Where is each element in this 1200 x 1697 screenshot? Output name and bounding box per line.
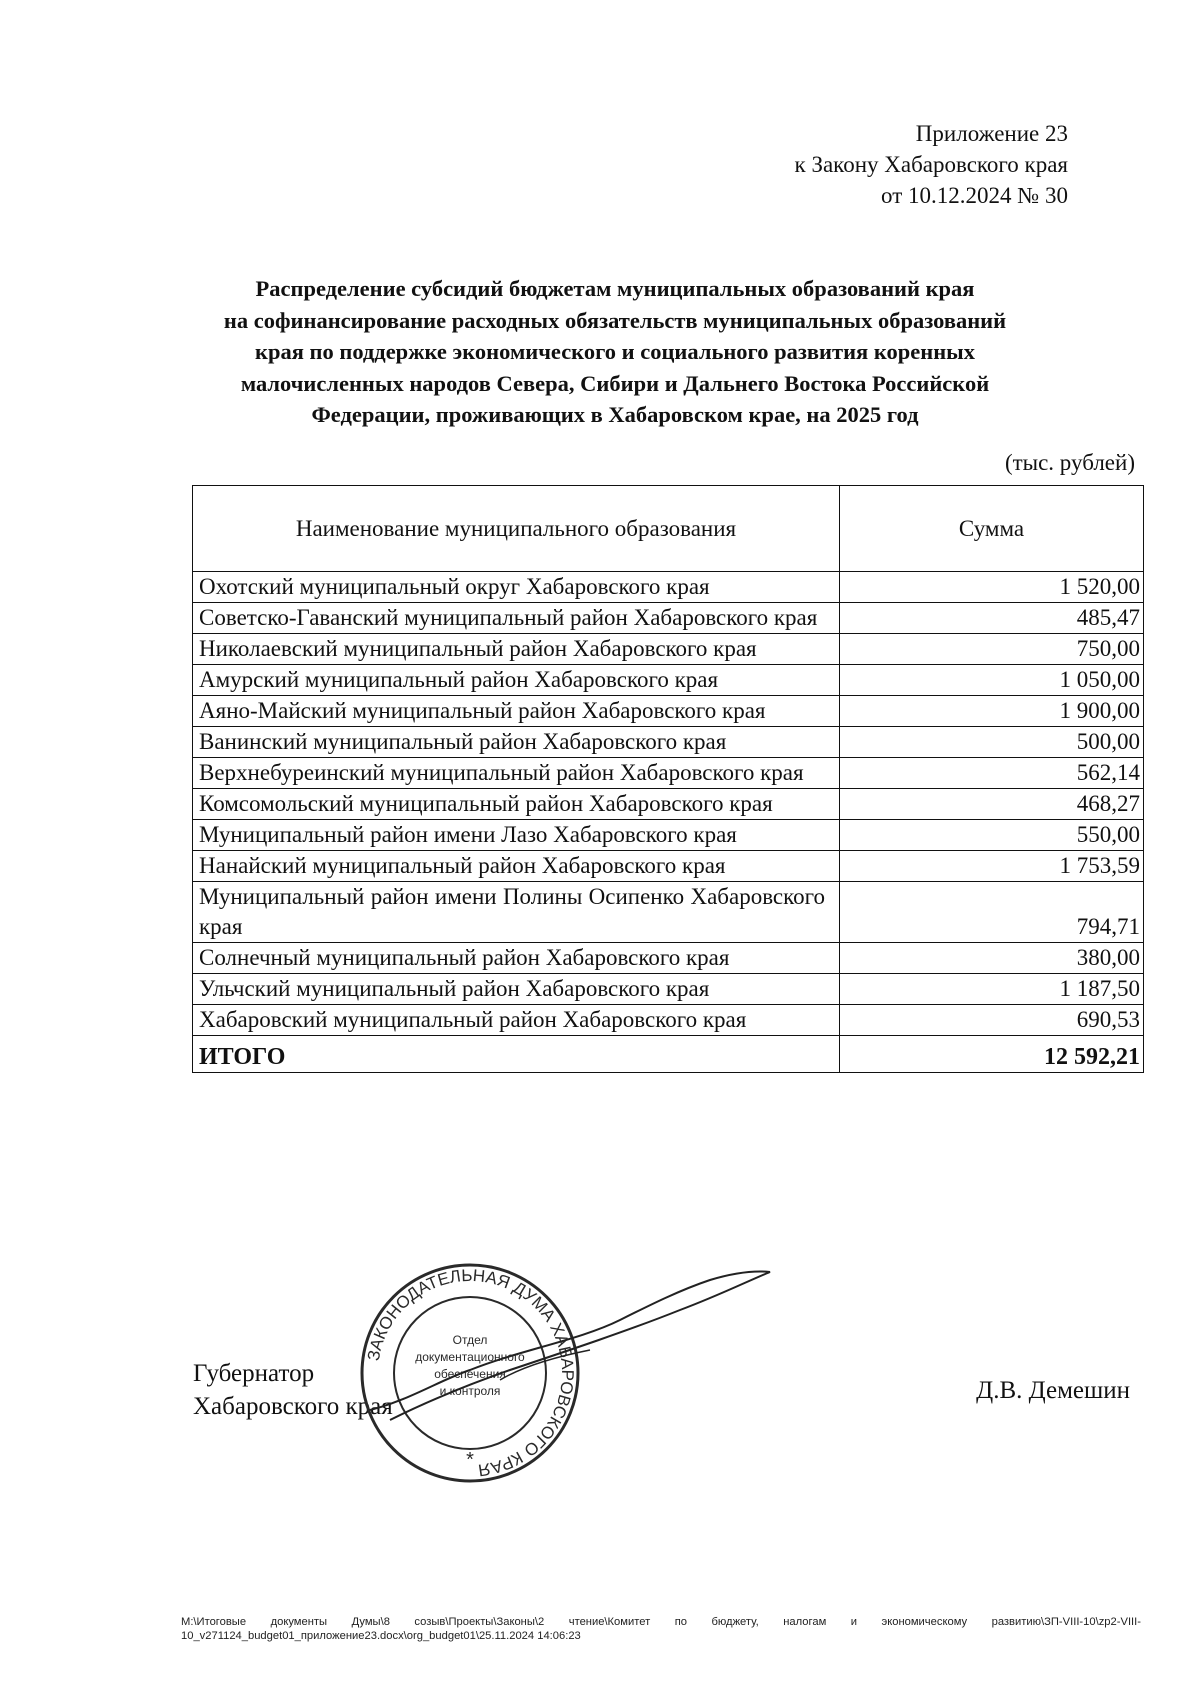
table-row	[193, 851, 1144, 882]
row-sum: 562,14	[840, 758, 1144, 789]
row-sum: 1 520,00	[840, 572, 1144, 603]
row-municipality-name: Комсомольский муниципальный район Хабаровского края	[193, 789, 840, 820]
total-sum: 12 592,21	[840, 1036, 1144, 1073]
row-municipality-name: Николаевский муниципальный район Хабаровского края	[193, 634, 840, 665]
handwritten-signature	[350, 1250, 790, 1440]
total-label: ИТОГО	[193, 1036, 840, 1073]
signatory-position-line-1: Губернатор	[193, 1360, 315, 1387]
seal-inner-line-2: документационного	[415, 1350, 525, 1364]
seal-inner-line-4: и контроля	[439, 1384, 501, 1398]
seal-inner-line-3: обеспечения	[434, 1367, 506, 1381]
row-sum: 690,53	[840, 1005, 1144, 1036]
row-sum: 485,47	[840, 603, 1144, 634]
appendix-law: к Закону Хабаровского края	[794, 152, 1068, 177]
table-row	[193, 572, 1144, 603]
table-row	[193, 974, 1144, 1005]
document-title	[160, 273, 1070, 431]
row-sum: 550,00	[840, 820, 1144, 851]
title-line-2: на софинансирование расходных обязательств муниципальных образований	[223, 307, 1007, 333]
table-row	[193, 758, 1144, 789]
row-sum: 1 900,00	[840, 696, 1144, 727]
signatory-name: Д.В. Демешин	[976, 1377, 1130, 1404]
row-municipality-name: Амурский муниципальный район Хабаровского края	[193, 665, 840, 696]
table-row	[193, 820, 1144, 851]
units-label: (тыс. рублей)	[1004, 450, 1135, 475]
row-municipality-name: Хабаровский муниципальный район Хабаровского края	[193, 1005, 840, 1036]
row-municipality-name: Муниципальный район имени Лазо Хабаровского края	[193, 820, 840, 851]
row-municipality-name: Советско-Гаванский муниципальный район Хабаровского края	[193, 603, 840, 634]
table-row	[193, 943, 1144, 974]
header-name: Наименование муниципального образования	[193, 486, 840, 572]
seal-inner-line-1: Отдел	[452, 1333, 488, 1347]
table-total-row	[193, 1036, 1144, 1073]
table-row	[193, 727, 1144, 758]
appendix-number: Приложение 23	[915, 121, 1068, 146]
row-municipality-name: Охотский муниципальный округ Хабаровского края	[193, 572, 840, 603]
table-row	[193, 789, 1144, 820]
row-municipality-name: Аяно-Майский муниципальный район Хабаровского края	[193, 696, 840, 727]
row-sum: 794,71	[840, 882, 1144, 943]
row-sum: 500,00	[840, 727, 1144, 758]
table-row	[193, 665, 1144, 696]
row-municipality-name: Верхнебуреинский муниципальный район Хабаровского края	[193, 758, 840, 789]
row-municipality-name: Нанайский муниципальный район Хабаровского края	[193, 851, 840, 882]
row-sum: 380,00	[840, 943, 1144, 974]
row-municipality-name: Ванинский муниципальный район Хабаровского края	[193, 727, 840, 758]
table-row	[193, 603, 1144, 634]
seal-star: *	[466, 1449, 474, 1471]
seal-outer-text: ЗАКОНОДАТЕЛЬНАЯ ДУМА ХАБАРОВСКОГО КРАЯ	[363, 1265, 578, 1480]
signatory-position-line-2: Хабаровского края	[193, 1393, 393, 1420]
row-municipality-name: Муниципальный район имени Полины Осипенко Хабаровского края	[193, 882, 840, 943]
row-sum: 750,00	[840, 634, 1144, 665]
appendix-date: от 10.12.2024 № 30	[881, 183, 1068, 208]
row-sum: 1 187,50	[840, 974, 1144, 1005]
row-municipality-name: Ульчский муниципальный район Хабаровского края	[193, 974, 840, 1005]
file-path-footer: M:\Итоговые документы Думы\8 созыв\Проекты\Законы\2 чтение\Комитет по бюджету, налогам и экономическому развитию\ЗП-VIII-10\zp2-VIII-10_v271124_budget01_приложение23.docx\org_budget01\25.11.2024 14:06:23	[181, 1616, 1141, 1642]
title-line-4: малочисленных народов Севера, Сибири и Дальнего Востока Российской	[240, 370, 990, 396]
row-sum: 1 753,59	[840, 851, 1144, 882]
table-row	[193, 634, 1144, 665]
table-row	[193, 882, 1144, 943]
row-sum: 468,27	[840, 789, 1144, 820]
title-line-3: края по поддержке экономического и социального развития коренных	[255, 339, 975, 364]
row-sum: 1 050,00	[840, 665, 1144, 696]
header-sum: Сумма	[840, 486, 1144, 572]
table-row	[193, 696, 1144, 727]
table-header-row	[193, 486, 1144, 572]
title-line-5: Федерации, проживающих в Хабаровском крае, на 2025 год	[311, 402, 919, 427]
subsidy-table	[192, 485, 1144, 1073]
row-municipality-name: Солнечный муниципальный район Хабаровского края	[193, 943, 840, 974]
title-line-1: Распределение субсидий бюджетам муниципальных образований края	[255, 276, 975, 301]
table-body	[193, 572, 1144, 1036]
table-row	[193, 1005, 1144, 1036]
appendix-header	[795, 118, 1068, 211]
